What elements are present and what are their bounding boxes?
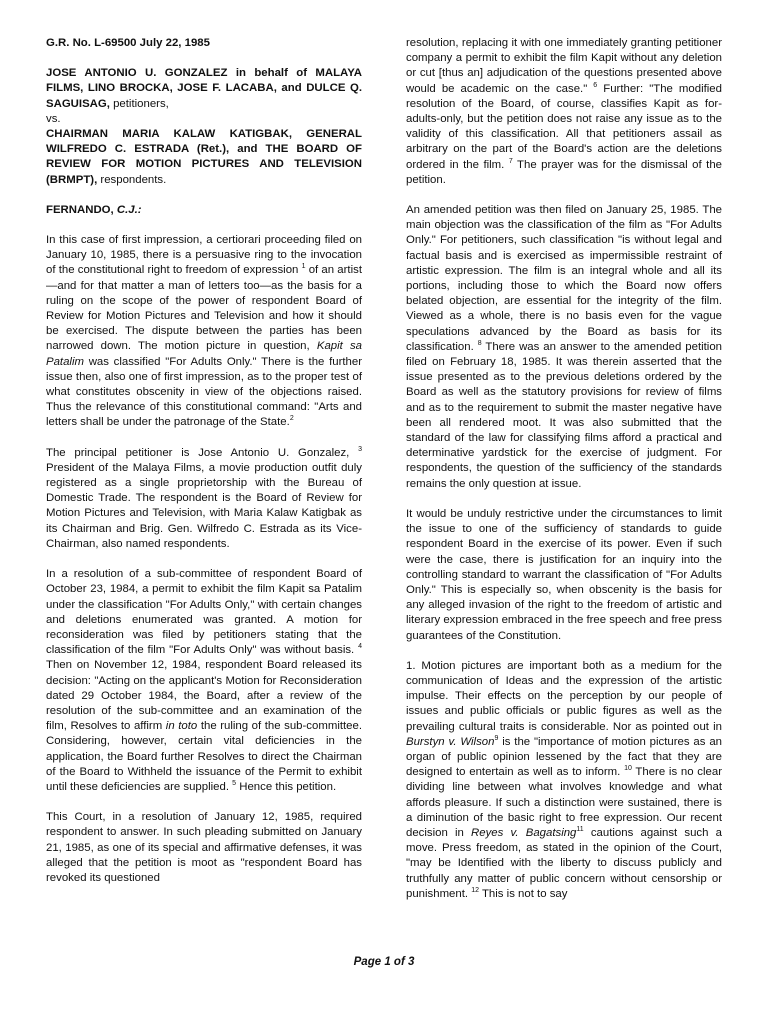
petitioners-line — [46, 66, 362, 112]
paragraph-parties: The principal petitioner is Jose Antonio U. Gonzalez, $^3$ President of the Malaya Films, a movie production outfit duly registered as a single proprietorship with the Bureau of Domestic Trade. The respondent is the Board of Review for Motion Pictures and Television, with Maria Kalaw Katigbak as its Chairman and Brig. Gen. Wilfredo C. Estrada as its Vice-Chairman, also named respondents. — [46, 445, 362, 550]
footnote-ref[interactable]: 10 — [624, 765, 632, 773]
footnote-ref[interactable]: 8 — [477, 340, 482, 348]
right-column — [406, 36, 722, 917]
respondents-names: CHAIRMAN MARIA KALAW KATIGBAK, GENERAL WILFREDO C. ESTRADA (Ret.), and THE BOARD OF REVIEW FOR MOTION PICTURES AND TELEVISION (BRMPT), — [46, 128, 362, 186]
paragraph-continuation: resolution, replacing it with one immediately granting petitioner company a permit to exhibit the film Kapit without any deletion or cut [thus an] adjudication of the questions presented above would be academic on the case." $^6$ Further: "The modified resolution of the Board, of course, classifies Kapit as for-adults-only, but the petition does not raise any issue as to the validity of this classification. All that petitioners assail as arbitrary on the part of the Board's action are the deletions ordered in the film. $^7$ The prayer was for the dismissal of the petition. — [406, 37, 722, 186]
footnote-ref[interactable]: 1 — [301, 263, 306, 271]
footnote-ref[interactable]: 7 — [508, 157, 513, 165]
footnote-ref[interactable]: 3 — [358, 445, 362, 453]
footnote-ref[interactable]: 6 — [593, 81, 598, 89]
footnote-ref[interactable]: 12 — [471, 886, 480, 894]
respondents-label: respondents. — [97, 173, 167, 186]
footnote-ref[interactable]: 4 — [358, 643, 362, 651]
left-column — [46, 36, 362, 901]
film-title: Kapit sa Patalim — [46, 340, 362, 368]
versus: vs. — [46, 112, 61, 125]
paragraph-intro: In this case of first impression, a certiorari proceeding filed on January 10, 1985, there is a persuasive ring to the invocation of the constitutional right to freedom of expression $^1$ of an artist—and for that matter a man of letters too—as the basis for a ruling on the scope of the power of respondent Board of Review for Motion Pictures and Television and how it should be exercised. The dispute between the parties has been narrowed down. The motion picture in question, Kapit sa Patalim was classified "For Adults Only." There is the further issue then, also one of first impression, as to the proper test of what constitutes obscenity in view of the objections raised. Thus the relevance of this constitutional command: "Arts and letters shall be under the patronage of the State.$^2$ — [46, 234, 362, 429]
petitioners-names: JOSE ANTONIO U. GONZALEZ in behalf of MALAYA FILMS, LINO BROCKA, JOSE F. LACABA, and DULCE Q. SAGUISAG, — [46, 67, 362, 110]
respondents-line — [46, 127, 362, 188]
paragraph-resolution: In a resolution of a sub-committee of respondent Board of October 23, 1984, a permit to exhibit the film Kapit sa Patalim under the classification "For Adults Only," with certain changes and deletions enumerated was granted. A motion for reconsideration was filed by petitioners stating that the classification of the film "For Adults Only" was without basis. $^4$ Then on November 12, 1984, respondent Board released its decision: "Acting on the applicant's Motion for Reconsideration dated 29 October 1984, the Board, after a review of the resolution of the sub-committee and an examination of the film, Resolves to affirm in toto the ruling of the sub-committee. Considering, however, certain vital deficiencies in the application, the Board further Resolves to direct the Chairman of the Board to Withheld the issuance of the Permit to exhibit until these deficiencies are supplied. $^5$ Hence this petition. — [46, 568, 363, 793]
case-citation: Burstyn v. Wilson — [406, 735, 495, 748]
case-citation: Reyes v. Bagatsing — [471, 826, 577, 839]
paragraph-motion-pictures: 1. Motion pictures are important both as a medium for the communication of Ideas and the expression of the artistic impulse. Their effects on the perception by our people of issues and public officials or public figures as well as the prevailing cultural traits is considerable. Nor as pointed out in Burstyn v. Wilson$^9$ is the "importance of motion pictures as an organ of public opinion lessened by the fact that they are designed to entertain as well as to inform. $^{10}$ There is no clear dividing line between what involves knowledge and what affords pleasure. If such a distinction were sustained, there is a diminution of the basic right to free expression. Our recent decision in Reyes v. Bagatsing$^{11}$ cautions against such a move. Press freedom, as stated in the opinion of the Court, "may be Identified with the liberty to discuss publicly and truthfully any matter of public concern without censorship or punishment. $^{12}$ This is not to say — [406, 659, 722, 900]
footnote-ref[interactable]: 11 — [576, 826, 584, 834]
ponente: FERNANDO, C.J.: — [46, 203, 142, 216]
petitioners-label: petitioners, — [109, 97, 169, 110]
footnote-ref[interactable]: 9 — [494, 734, 499, 742]
paragraph-answer: This Court, in a resolution of January 12, 1985, required respondent to answer. In such pleading submitted on January 21, 1985, as one of its special and affirmative defenses, it was alleged that the petition is moot as "respondent Board has revoked its questioned — [46, 811, 362, 884]
footnote-ref[interactable]: 5 — [232, 780, 237, 788]
case-number: G.R. No. L-69500 July 22, 1985 — [46, 37, 210, 49]
paragraph-amended-petition: An amended petition was then filed on January 25, 1985. The main objection was the classification of the film as "For Adults Only." For petitioners, such classification "is without legal and factual basis and is exercised as impermissible restraint of artistic expression. The film is an integral whole and all its portions, including those to which the Board now offers belated objection, are essential for the integrity of the film. Viewed as a whole, there is no basis even for the vague speculations advanced by the Board as basis for its classification. $^8$ There was an answer to the amended petition filed on February 18, 1985. It was therein asserted that the issue presented as to the previous deletions ordered by the Board as well as the statutory provisions for review of films and as to the requirement to submit the master negative have been all rendered moot. It was also submitted that the standard of the law for classifying films afford a practical and determinative yardstick for the exercise of judgment. For respondents, the question of the sufficiency of the standards remains the only question at issue. — [406, 204, 723, 490]
page-number: Page 1 of 3 — [353, 956, 415, 968]
footnote-ref[interactable]: 2 — [289, 415, 294, 423]
paragraph-issue-scope: It would be unduly restrictive under the circumstances to limit the issue to one of the sufficiency of standards to guide respondent Board in the exercise of its power. Even if such were the case, there is justification for an inquiry into the controlling standard to warrant the classification of "For Adults Only." This is especially so, when obscenity is the basis for any alleged invasion of the right to the freedom of artistic and literary expression embraced in the free speech and free press guarantees of the Constitution. — [406, 507, 722, 642]
